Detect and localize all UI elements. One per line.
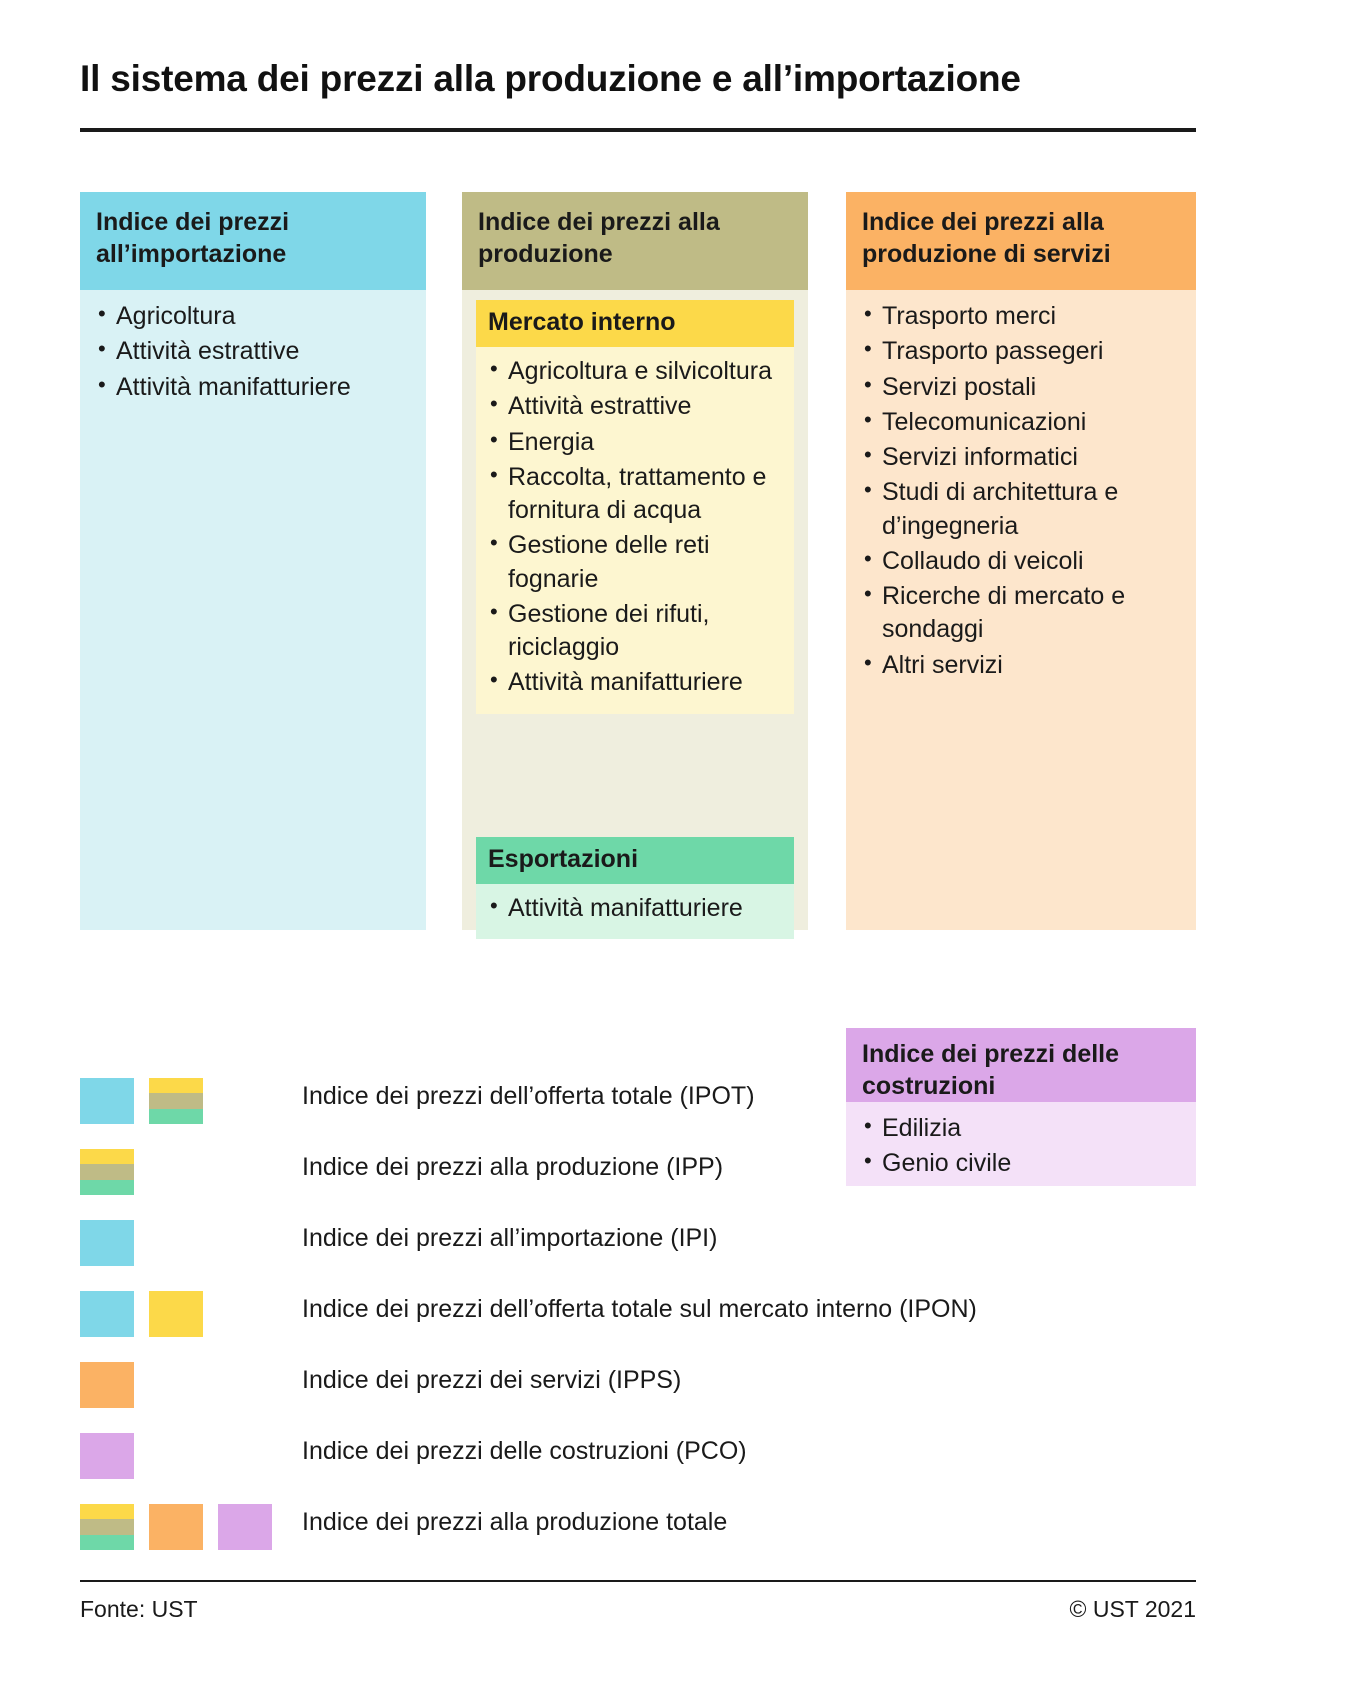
legend-swatch [80,1220,134,1266]
legend-label: Indice dei prezzi dei servizi (IPPS) [302,1366,682,1394]
list-item: • Studi di architettura e d’ingegneria [862,476,1180,543]
page-title: Il sistema dei prezzi alla produzione e all’importazione [80,58,1021,99]
legend-row [80,1423,1196,1494]
column-production-heading: Indice dei prezzi alla produzione [462,192,808,290]
list-item: • Ricerche di mercato e sondaggi [862,580,1180,647]
list-item: • Attività manifatturiere [96,371,410,404]
legend-swatch [80,1433,134,1479]
esportazioni-item-list [488,892,782,925]
list-item: • Telecomunicazioni [862,406,1180,439]
legend-label: Indice dei prezzi all’importazione (IPI) [302,1224,718,1252]
list-item: • Servizi informatici [862,441,1180,474]
legend-swatch-band [80,1519,134,1534]
list-item: • Attività manifatturiere [488,892,782,925]
legend-label: Indice dei prezzi dell’offerta totale sul mercato interno (IPON) [302,1295,977,1323]
import-item-list [96,300,410,404]
list-item: • Agricoltura [96,300,410,333]
list-item: • Genio civile [862,1147,1180,1180]
column-constructions-heading: Indice dei prezzi delle costruzioni [846,1028,1196,1102]
title-divider [80,128,1196,132]
legend-swatch-band [149,1093,203,1108]
footer-source: Fonte: UST [80,1596,198,1622]
list-item: • Trasporto passegeri [862,335,1180,368]
footer-copyright: © UST 2021 [1069,1596,1196,1622]
subsection-mercato-body [476,347,794,714]
legend-swatch-band [80,1149,134,1164]
subsection-esportazioni-body [476,884,794,939]
column-import-heading: Indice dei prezzi all’importazione [80,192,426,290]
list-item: • Servizi postali [862,371,1180,404]
list-item: • Collaudo di veicoli [862,545,1180,578]
list-item: • Attività estrattive [96,335,410,368]
legend-label: Indice dei prezzi alla produzione (IPP) [302,1153,724,1181]
legend-row [80,1139,1196,1210]
legend-swatch [218,1504,272,1550]
legend-swatch-band [80,1180,134,1195]
column-services-heading: Indice dei prezzi alla produzione di servizi [846,192,1196,290]
list-item: • Attività estrattive [488,390,782,423]
subsection-mercato-heading: Mercato interno [476,300,794,347]
list-item: • Gestione delle reti fognarie [488,529,782,596]
legend-swatch [80,1149,134,1195]
legend-label: Indice dei prezzi alla produzione totale [302,1508,728,1536]
column-import-body [80,290,426,420]
column-services-body [846,290,1196,698]
legend [80,1068,1196,1565]
legend-swatch [149,1504,203,1550]
list-item: • Trasporto merci [862,300,1180,333]
subsection-esportazioni-heading: Esportazioni [476,837,794,884]
legend-swatch-band [80,1164,134,1179]
legend-swatch [149,1078,203,1124]
legend-swatch-band [80,1535,134,1550]
legend-label: Indice dei prezzi dell’offerta totale (IPOT) [302,1082,755,1110]
list-item: • Gestione dei rifuti, riciclaggio [488,598,782,665]
legend-swatch [149,1291,203,1337]
legend-swatch [80,1078,134,1124]
list-item: • Altri servizi [862,649,1180,682]
list-item: • Energia [488,426,782,459]
legend-swatch-band [149,1109,203,1124]
column-production-prices [462,192,808,930]
mercato-item-list [488,355,782,700]
legend-swatch-band [149,1078,203,1093]
legend-row [80,1352,1196,1423]
column-service-production-prices [846,192,1196,930]
legend-row [80,1494,1196,1565]
subsection-mercato-interno [476,300,794,714]
legend-swatch [80,1362,134,1408]
legend-row [80,1210,1196,1281]
list-item: • Raccolta, trattamento e fornitura di acqua [488,461,782,528]
legend-row [80,1281,1196,1352]
list-item: • Agricoltura e silvicoltura [488,355,782,388]
legend-swatch [80,1504,134,1550]
services-item-list [862,300,1180,682]
list-item: • Edilizia [862,1112,1180,1145]
footer-divider [80,1580,1196,1582]
legend-swatch-band [80,1504,134,1519]
legend-swatch [80,1291,134,1337]
subsection-esportazioni [476,837,794,939]
legend-label: Indice dei prezzi delle costruzioni (PCO) [302,1437,747,1465]
legend-row [80,1068,1196,1139]
column-import-prices [80,192,426,930]
list-item: • Attività manifatturiere [488,666,782,699]
